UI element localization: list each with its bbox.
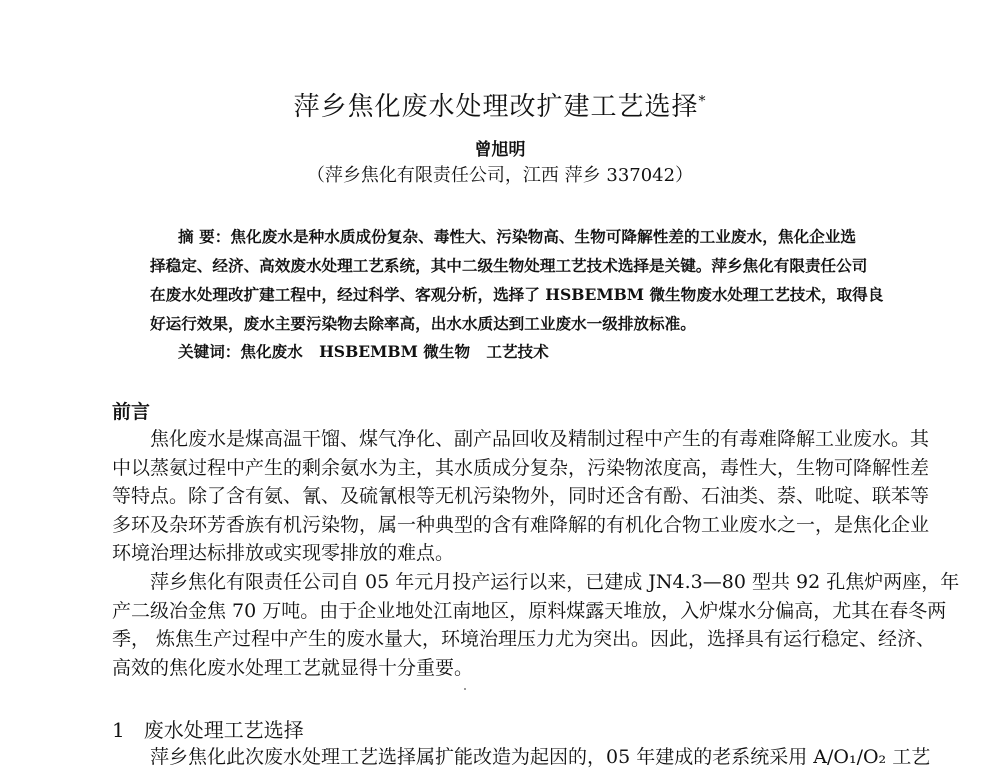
paragraph-line: 等特点。除了含有氨、氰、及硫氰根等无机污染物外，同时还含有酚、石油类、萘、吡啶、联苯等 bbox=[112, 485, 930, 508]
paragraph bbox=[112, 743, 931, 772]
paragraph bbox=[112, 425, 960, 682]
abstract bbox=[150, 222, 884, 338]
keywords-label: 关键词： bbox=[178, 342, 241, 361]
paragraph-line: 中以蒸氨过程中产生的剩余氨水为主，其水质成分复杂，污染物浓度高，毒性大，生物可降解性差 bbox=[112, 456, 930, 479]
scan-speck bbox=[464, 688, 466, 690]
abstract-line: 择稳定、经济、高效废水处理工艺系统，其中二级生物处理工艺技术选择是关键。萍乡焦化有限责任公司 bbox=[150, 256, 868, 275]
author: 曾旭明 bbox=[474, 140, 526, 160]
paragraph-line: 萍乡焦化此次废水处理工艺选择属扩能改造为起因的，05 年建成的老系统采用 A/O₁/O₂ 工艺 bbox=[150, 746, 931, 768]
abstract-line bbox=[150, 222, 856, 251]
paragraph-line: 多环及杂环芳香族有机污染物，属一种典型的含有难降解的有机化合物工业废水之一，是焦化企业 bbox=[112, 513, 930, 536]
abstract-line: 在废水处理改扩建工程中，经过科学、客观分析，选择了 HSBEMBM 微生物废水处理工艺技术，取得良 bbox=[150, 285, 884, 304]
keywords bbox=[178, 340, 549, 362]
section-heading-preface: 前言 bbox=[112, 401, 151, 423]
abstract-line: 好运行效果，废水主要污染物去除率高，出水水质达到工业废水一级排放标准。 bbox=[150, 314, 696, 333]
keyword: 工艺技术 bbox=[486, 342, 549, 361]
page-title bbox=[0, 86, 1000, 123]
affiliation: （萍乡焦化有限责任公司，江西 萍乡 337042） bbox=[306, 165, 694, 186]
keyword: 焦化废水 bbox=[240, 342, 303, 361]
paragraph-line: 环境治理达标排放或实现零排放的难点。 bbox=[112, 542, 455, 565]
paragraph-line: 季， 炼焦生产过程中产生的废水量大，环境治理压力尤为突出。因此，选择具有运行稳定、经济、 bbox=[112, 628, 936, 651]
section-heading-1: 1 废水处理工艺选择 bbox=[112, 718, 304, 742]
paragraph-line: 焦化废水是煤高温干馏、煤气净化、副产品回收及精制过程中产生的有毒难降解工业废水。其 bbox=[150, 428, 930, 450]
title-footnote-mark: * bbox=[698, 93, 707, 110]
paragraph-line: 萍乡焦化有限责任公司自 05 年元月投产运行以来，已建成 JN4.3—80 型共 92 孔焦炉两座，年 bbox=[150, 570, 960, 593]
keyword: HSBEMBM 微生物 bbox=[319, 342, 471, 361]
abstract-label: 摘 要： bbox=[178, 227, 231, 246]
paragraph-line: 产二级冶金焦 70 万吨。由于企业地处江南地区，原料煤露天堆放，入炉煤水分偏高，尤其在春冬两 bbox=[112, 599, 947, 622]
title-text: 萍乡焦化废水处理改扩建工艺选择 bbox=[293, 92, 699, 122]
abstract-text: 焦化废水是种水质成份复杂、毒性大、污染物高、生物可降解性差的工业废水，焦化企业选 bbox=[230, 227, 856, 246]
paragraph-line: 高效的焦化废水处理工艺就显得十分重要。 bbox=[112, 656, 474, 679]
